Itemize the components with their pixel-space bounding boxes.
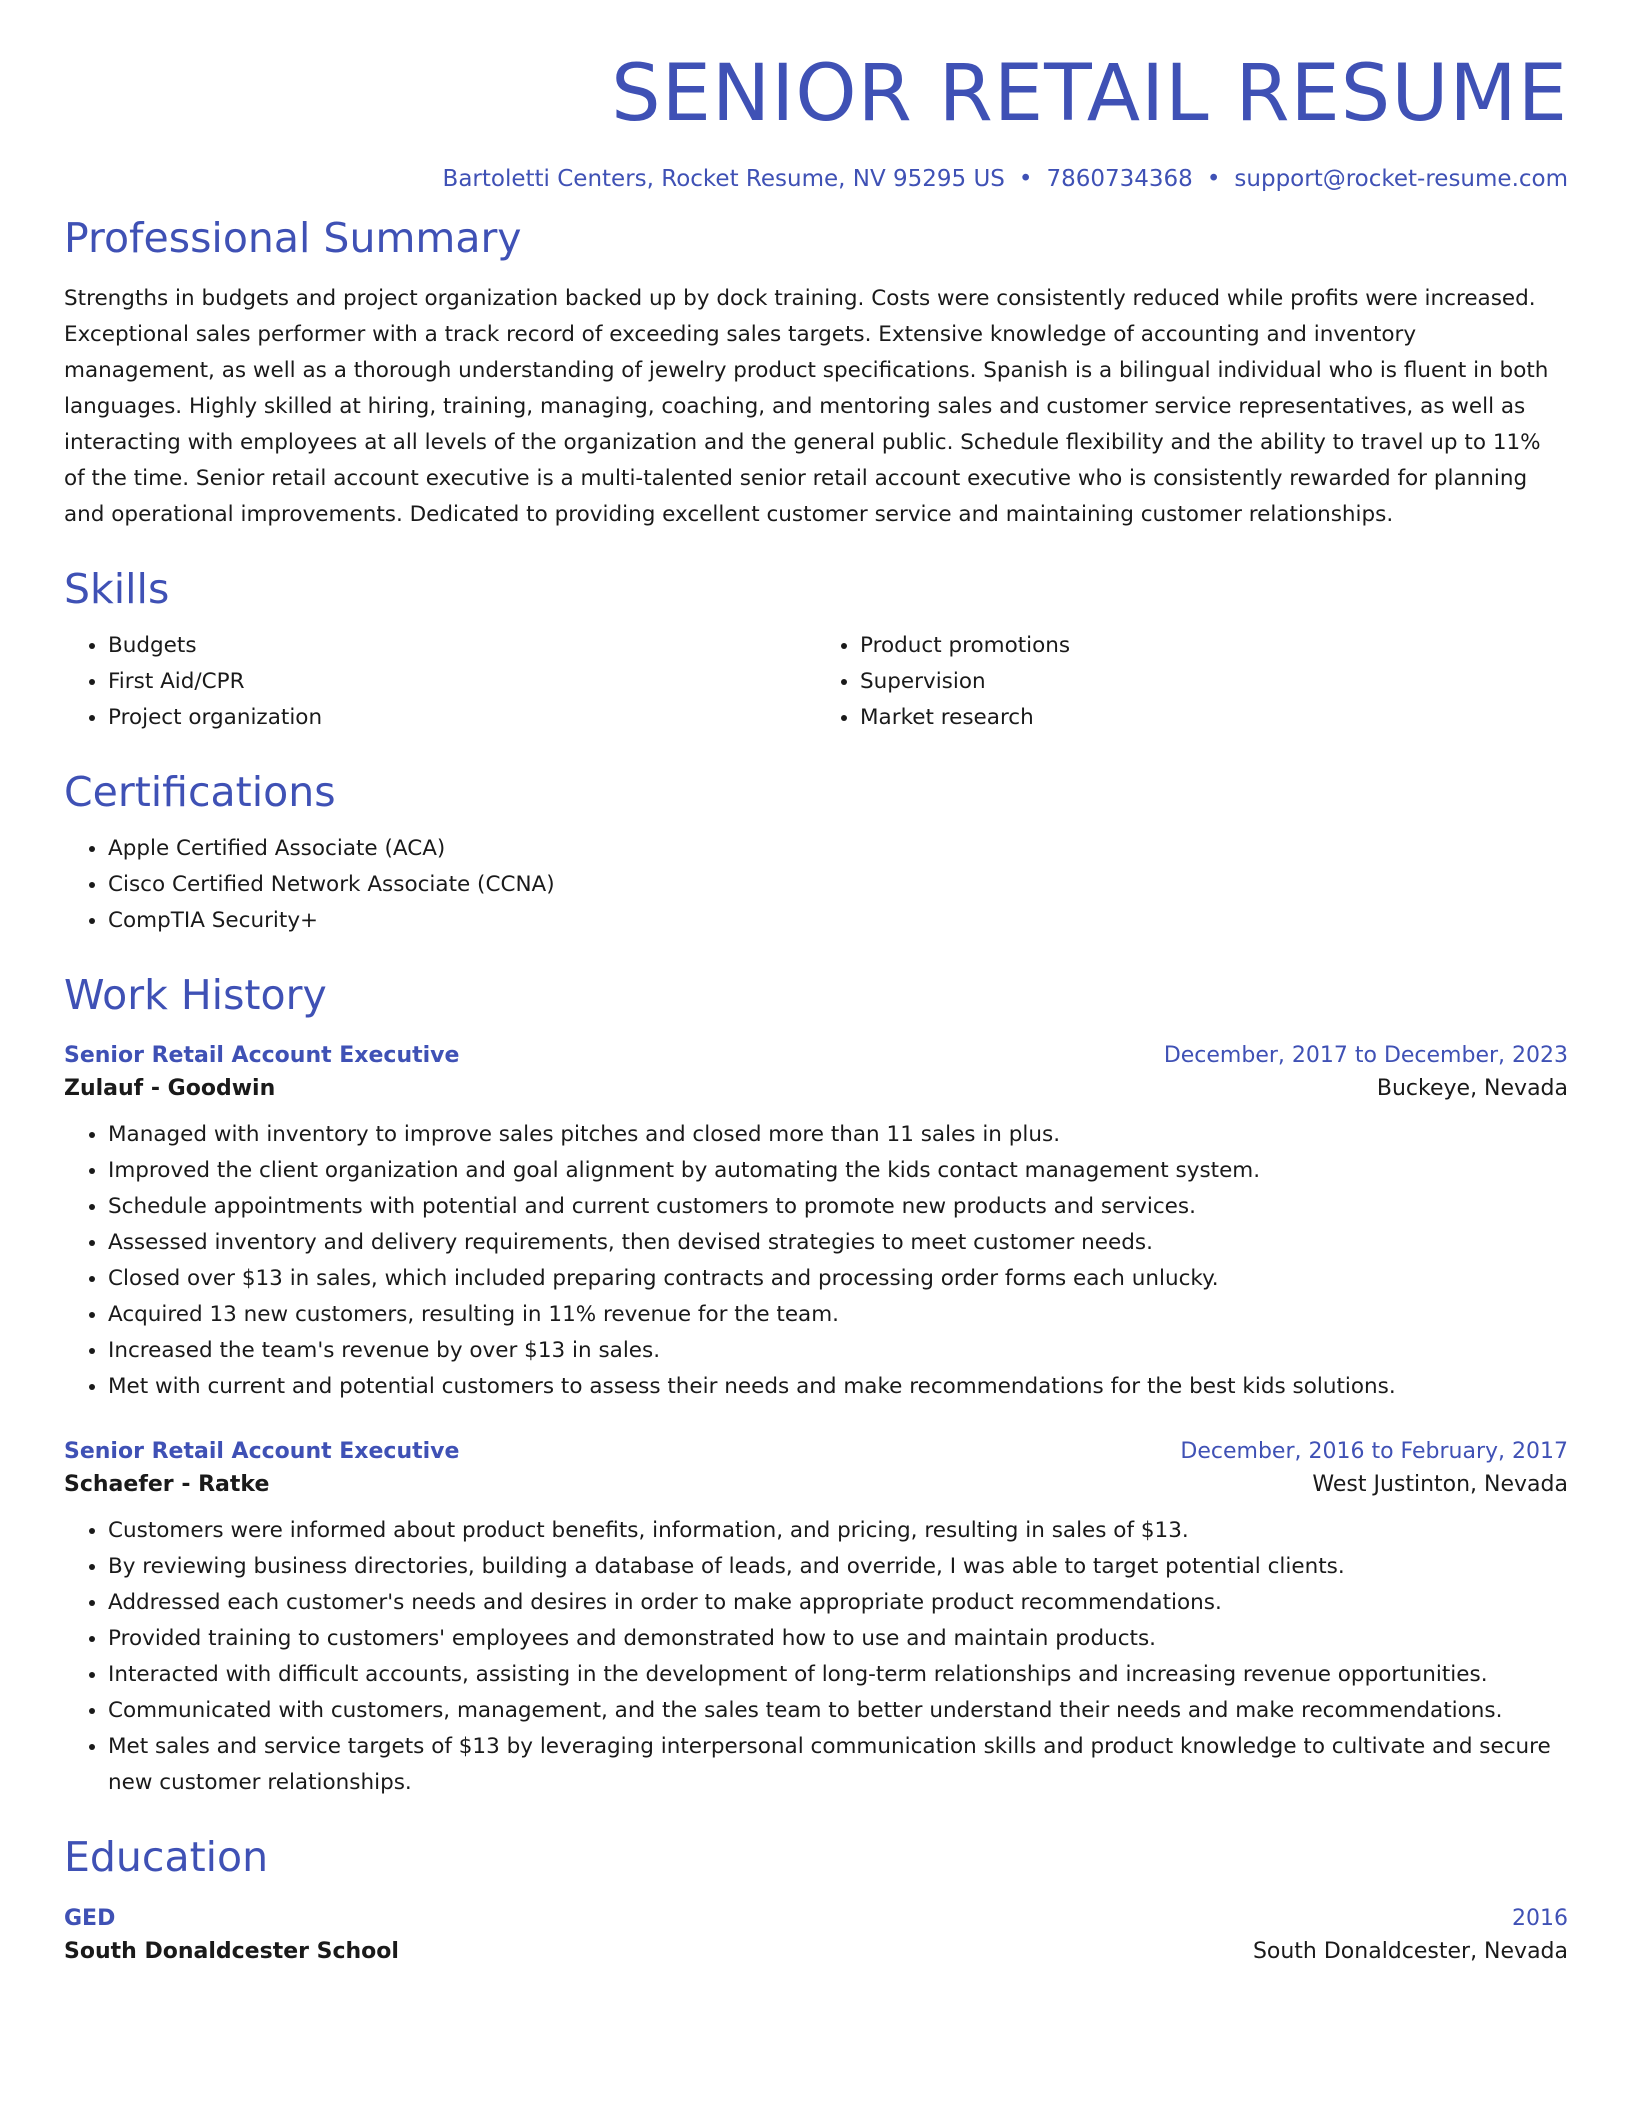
contact-email: support@rocket-resume.com: [1234, 165, 1568, 192]
job-bullets: [64, 1513, 1568, 1801]
education-section: [64, 1833, 1568, 1964]
job-bullet: • Assessed inventory and delivery requirements, then devised strategies to meet customer needs.: [108, 1225, 1568, 1261]
skill-item: • Market research: [860, 700, 1568, 736]
contact-phone: 7860734368: [1046, 165, 1193, 192]
skill-item: • Product promotions: [860, 628, 1568, 664]
job-title: Senior Retail Account Executive: [64, 1042, 460, 1068]
job-bullet: • Managed with inventory to improve sales pitches and closed more than 11 sales in plus.: [108, 1117, 1568, 1153]
job-location: Buckeye, Nevada: [1376, 1075, 1568, 1101]
section-heading-skills: Skills: [64, 564, 170, 613]
job-header-row: [64, 1043, 1568, 1068]
certifications-list: [64, 831, 1568, 939]
certification-item: • Apple Certified Associate (ACA): [108, 831, 1568, 867]
job-bullet: • Acquired 13 new customers, resulting in 11% revenue for the team.: [108, 1297, 1568, 1333]
skill-item: • Supervision: [860, 664, 1568, 700]
education-school: South Donaldcester School: [64, 1938, 399, 1964]
job-dates: December, 2017 to December, 2023: [1163, 1042, 1568, 1068]
skills-section: [64, 565, 1568, 736]
contact-line: [64, 166, 1568, 192]
job-title: Senior Retail Account Executive: [64, 1438, 460, 1464]
job-bullet: • Schedule appointments with potential and current customers to promote new products and services.: [108, 1189, 1568, 1225]
job-bullet: • Communicated with customers, management, and the sales team to better understand their needs and make recommendations.: [108, 1693, 1568, 1729]
education-entry: [64, 1906, 1568, 1964]
work-history-section: [64, 971, 1568, 1800]
job-bullet: • Closed over $13 in sales, which included preparing contracts and processing order forms each unlucky.: [108, 1261, 1568, 1297]
education-school-row: [64, 1935, 1568, 1964]
contact-address: Bartoletti Centers, Rocket Resume, NV 95295 US: [442, 165, 1005, 192]
job-bullet: • Addressed each customer's needs and desires in order to make appropriate product recommendations.: [108, 1585, 1568, 1621]
job-bullet: • Interacted with difficult accounts, assisting in the development of long-term relationships and increasing revenue opportunities.: [108, 1657, 1568, 1693]
job-bullets: [64, 1117, 1568, 1405]
skill-item: • Project organization: [108, 700, 816, 736]
job-bullet: • Increased the team's revenue by over $13 in sales.: [108, 1333, 1568, 1369]
education-year: 2016: [1512, 1905, 1568, 1931]
education-degree: GED: [64, 1905, 116, 1931]
skills-list-left: [64, 628, 816, 736]
job-company-row: [64, 1468, 1568, 1497]
section-heading-education: Education: [64, 1832, 269, 1881]
professional-summary-section: [64, 214, 1568, 533]
contact-separator: •: [1206, 165, 1221, 192]
section-heading-summary: Professional Summary: [64, 213, 522, 262]
certification-item: • CompTIA Security+: [108, 903, 1568, 939]
contact-separator: •: [1018, 165, 1033, 192]
job-entry: [64, 1439, 1568, 1801]
job-bullet: • Met with current and potential customers to assess their needs and make recommendations for the best kids solutions.: [108, 1369, 1568, 1405]
job-bullet: • By reviewing business directories, building a database of leads, and override, I was able to target potential clients.: [108, 1549, 1568, 1585]
job-company: Zulauf - Goodwin: [64, 1075, 276, 1101]
certification-item: • Cisco Certified Network Associate (CCNA): [108, 867, 1568, 903]
skill-item: • Budgets: [108, 628, 816, 664]
certifications-section: [64, 768, 1568, 939]
job-dates: December, 2016 to February, 2017: [1180, 1438, 1568, 1464]
job-bullet: • Customers were informed about product benefits, information, and pricing, resulting in sales of $13.: [108, 1513, 1568, 1549]
education-header-row: [64, 1906, 1568, 1931]
skills-grid: [64, 628, 1568, 736]
resume-title: SENIOR RETAIL RESUME: [611, 49, 1568, 139]
job-company-row: [64, 1072, 1568, 1101]
section-heading-work: Work History: [64, 971, 327, 1020]
section-heading-certifications: Certifications: [64, 768, 336, 817]
skills-list-right: [816, 628, 1568, 736]
job-header-row: [64, 1439, 1568, 1464]
job-company: Schaefer - Ratke: [64, 1471, 270, 1497]
job-entry: [64, 1043, 1568, 1405]
job-location: West Justinton, Nevada: [1312, 1471, 1568, 1497]
skill-item: • First Aid/CPR: [108, 664, 816, 700]
job-bullet: • Improved the client organization and goal alignment by automating the kids contact management system.: [108, 1153, 1568, 1189]
education-location: South Donaldcester, Nevada: [1252, 1938, 1568, 1964]
job-bullet: • Provided training to customers' employees and demonstrated how to use and maintain products.: [108, 1621, 1568, 1657]
job-bullet: • Met sales and service targets of $13 by leveraging interpersonal communication skills and product knowledge to cultivate and secure new customer relationships.: [108, 1729, 1568, 1801]
summary-text: Strengths in budgets and project organization backed up by dock training. Costs were consistently reduced while profits were increased. Exceptional sales performer with a track record of exceeding sales targets. Extensive knowledge of accounting and inventory management, as well as a thorough understanding of jewelry product specifications. Spanish is a bilingual individual who is fluent in both languages. Highly skilled at hiring, training, managing, coaching, and mentoring sales and customer service representatives, as well as interacting with employees at all levels of the organization and the general public. Schedule flexibility and the ability to travel up to 11% of the time. Senior retail account executive is a multi-talented senior retail account executive who is consistently rewarded for planning and operational improvements. Dedicated to providing excellent customer service and maintaining customer relationships.: [64, 285, 1549, 527]
